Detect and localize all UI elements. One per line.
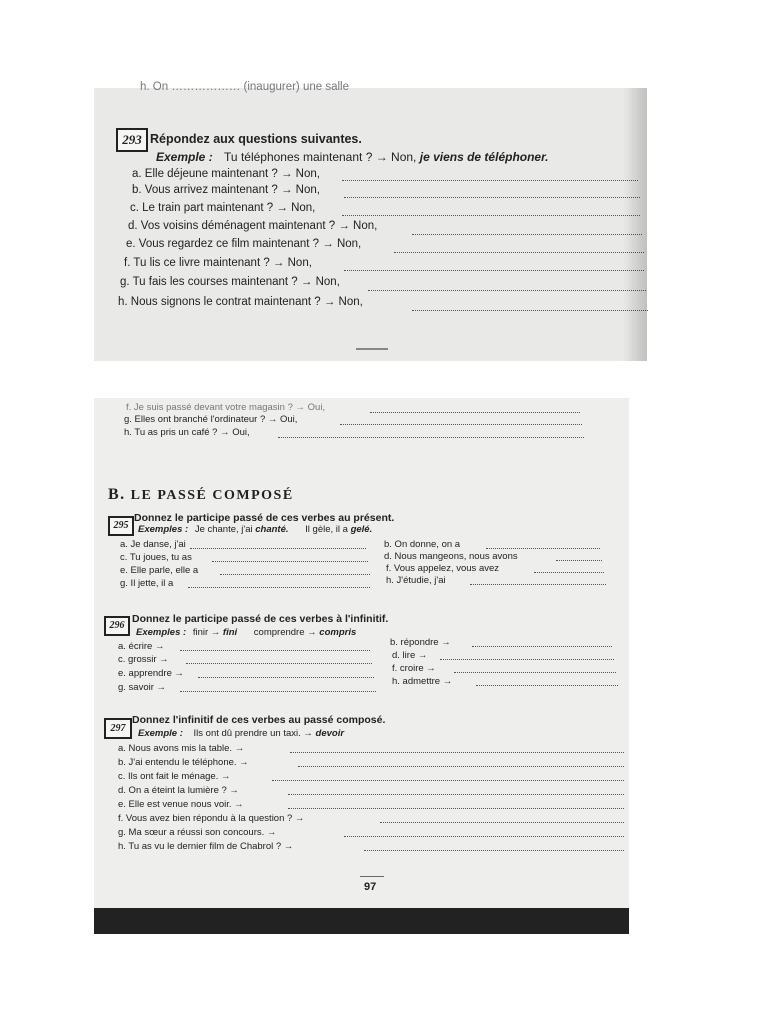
exercise-296-item-d: d. lire → [392,650,428,661]
exercise-297-instruction: Donnez l'infinitif de ces verbes au passé composé. [132,714,386,726]
answer-line [342,180,638,181]
page-number: 97 [364,881,377,893]
exercise-295-item-c: c. Tu joues, tu as [120,552,192,563]
answer-line [394,252,644,253]
exercise-293-instruction: Répondez aux questions suivantes. [150,132,362,146]
answer-line [180,691,376,692]
exercise-296-example: Exemples : finir → fini comprendre → compris [136,627,357,638]
answer-line [340,424,582,425]
answer-line [472,646,612,647]
exercise-296-item-b: b. répondre → [390,637,451,648]
answer-line [288,794,624,795]
exercise-293-item-b: b. Vous arrivez maintenant ? → Non, [132,184,320,196]
page-number-rule [360,876,384,877]
answer-line [290,752,624,753]
answer-line [380,822,624,823]
exercise-295-item-f: f. Vous appelez, vous avez [386,563,500,574]
answer-line [298,766,624,767]
exercise-293-example: Exemple : Tu téléphones maintenant ? → Non, je viens de téléphoner. [156,150,549,164]
answer-line [476,685,618,686]
exercise-296-instruction: Donnez le participe passé de ces verbes à l'infinitif. [132,613,389,625]
answer-line [412,234,642,235]
exercise-297-item-h: h. Tu as vu le dernier film de Chabrol ? → [118,841,294,852]
answer-line [220,574,370,575]
cut-line: h. On ……………… (inaugurer) une salle [140,81,349,93]
answer-line [190,548,366,549]
exercise-296-number: 296 [104,616,130,636]
exercise-297-item-e: e. Elle est venue nous voir. → [118,799,244,810]
exercise-297-example: Exemple : Ils ont dû prendre un taxi. → devoir [138,728,345,739]
exercise-295-item-d: d. Nous mangeons, nous avons [384,551,518,562]
exercise-296-item-g: g. savoir → [118,682,167,693]
top-page-photo [94,81,647,361]
exercise-293-item-e: e. Vous regardez ce film maintenant ? → Non, [126,238,362,250]
exercise-297-number: 297 [104,718,132,739]
answer-line [534,572,604,573]
section-heading: B. LE PASSÉ COMPOSÉ [108,486,294,503]
answer-line [344,836,624,837]
answer-line [368,290,646,291]
answer-line [198,677,374,678]
answer-line [440,659,614,660]
answer-line [188,587,370,588]
page-shadow [623,88,647,361]
exercise-293-item-h: h. Nous signons le contrat maintenant ? → Non, [118,296,363,308]
exercise-296-item-f: f. croire → [392,663,436,674]
exercise-297-item-f: f. Vous avez bien répondu à la question ? → [118,813,305,824]
answer-line [454,672,616,673]
answer-line [278,437,584,438]
answer-line [370,412,580,413]
answer-line [212,561,368,562]
exercise-295-item-b: b. On donne, on a [384,539,461,550]
answer-line [486,548,600,549]
exercise-293-item-c: c. Le train part maintenant ? → Non, [130,202,316,214]
exercise-296-item-e: e. apprendre → [118,668,185,679]
exercise-295-example: Exemples : Je chante, j'ai chanté. Il gèle, il a gelé. [138,524,373,535]
exercise-295-item-a: a. Je danse, j'ai [120,539,186,550]
exercise-297-item-d: d. On a éteint la lumière ? → [118,785,239,796]
exercise-296-item-a: a. écrire → [118,641,165,652]
bottom-page-photo [94,398,629,934]
exercise-297-item-b: b. J'ai entendu le téléphone. → [118,757,249,768]
exercise-295-instruction: Donnez le participe passé de ces verbes au présent. [134,512,395,524]
exercise-297-item-g: g. Ma sœur a réussi son concours. → [118,827,277,838]
page-rule [356,348,388,350]
answer-line [342,215,640,216]
exercise-293-item-f: f. Tu lis ce livre maintenant ? → Non, [124,257,312,269]
answer-line [344,197,640,198]
exercise-293-number: 293 [116,128,148,152]
exercise-297-item-c: c. Ils ont fait le ménage. → [118,771,231,782]
answer-line [556,560,602,561]
answer-line [288,808,624,809]
exercise-295-number: 295 [108,516,134,536]
exercise-297-item-a: a. Nous avons mis la table. → [118,743,245,754]
exercise-296-item-c: c. grossir → [118,654,169,665]
answer-line [272,780,624,781]
answer-line [470,584,606,585]
exercise-293-item-d: d. Vos voisins déménagent maintenant ? → Non, [128,220,378,232]
answer-line [186,663,372,664]
desk-edge [94,908,629,934]
prev-item-h: h. Tu as pris un café ? → Oui, [124,427,250,438]
exercise-293-item-g: g. Tu fais les courses maintenant ? → Non, [120,276,340,288]
exercise-296-item-h: h. admettre → [392,676,453,687]
answer-line [364,850,624,851]
exercise-295-item-h: h. J'étudie, j'ai [386,575,446,586]
exercise-295-item-e: e. Elle parle, elle a [120,565,199,576]
answer-line [412,310,648,311]
prev-item-g: g. Elles ont branché l'ordinateur ? → Oui, [124,414,298,425]
prev-item-f: f. Je suis passé devant votre magasin ? → Oui, [126,402,326,413]
answer-line [180,650,370,651]
answer-line [344,270,644,271]
exercise-293-item-a: a. Elle déjeune maintenant ? → Non, [132,168,320,180]
exercise-295-item-g: g. Il jette, il a [120,578,174,589]
